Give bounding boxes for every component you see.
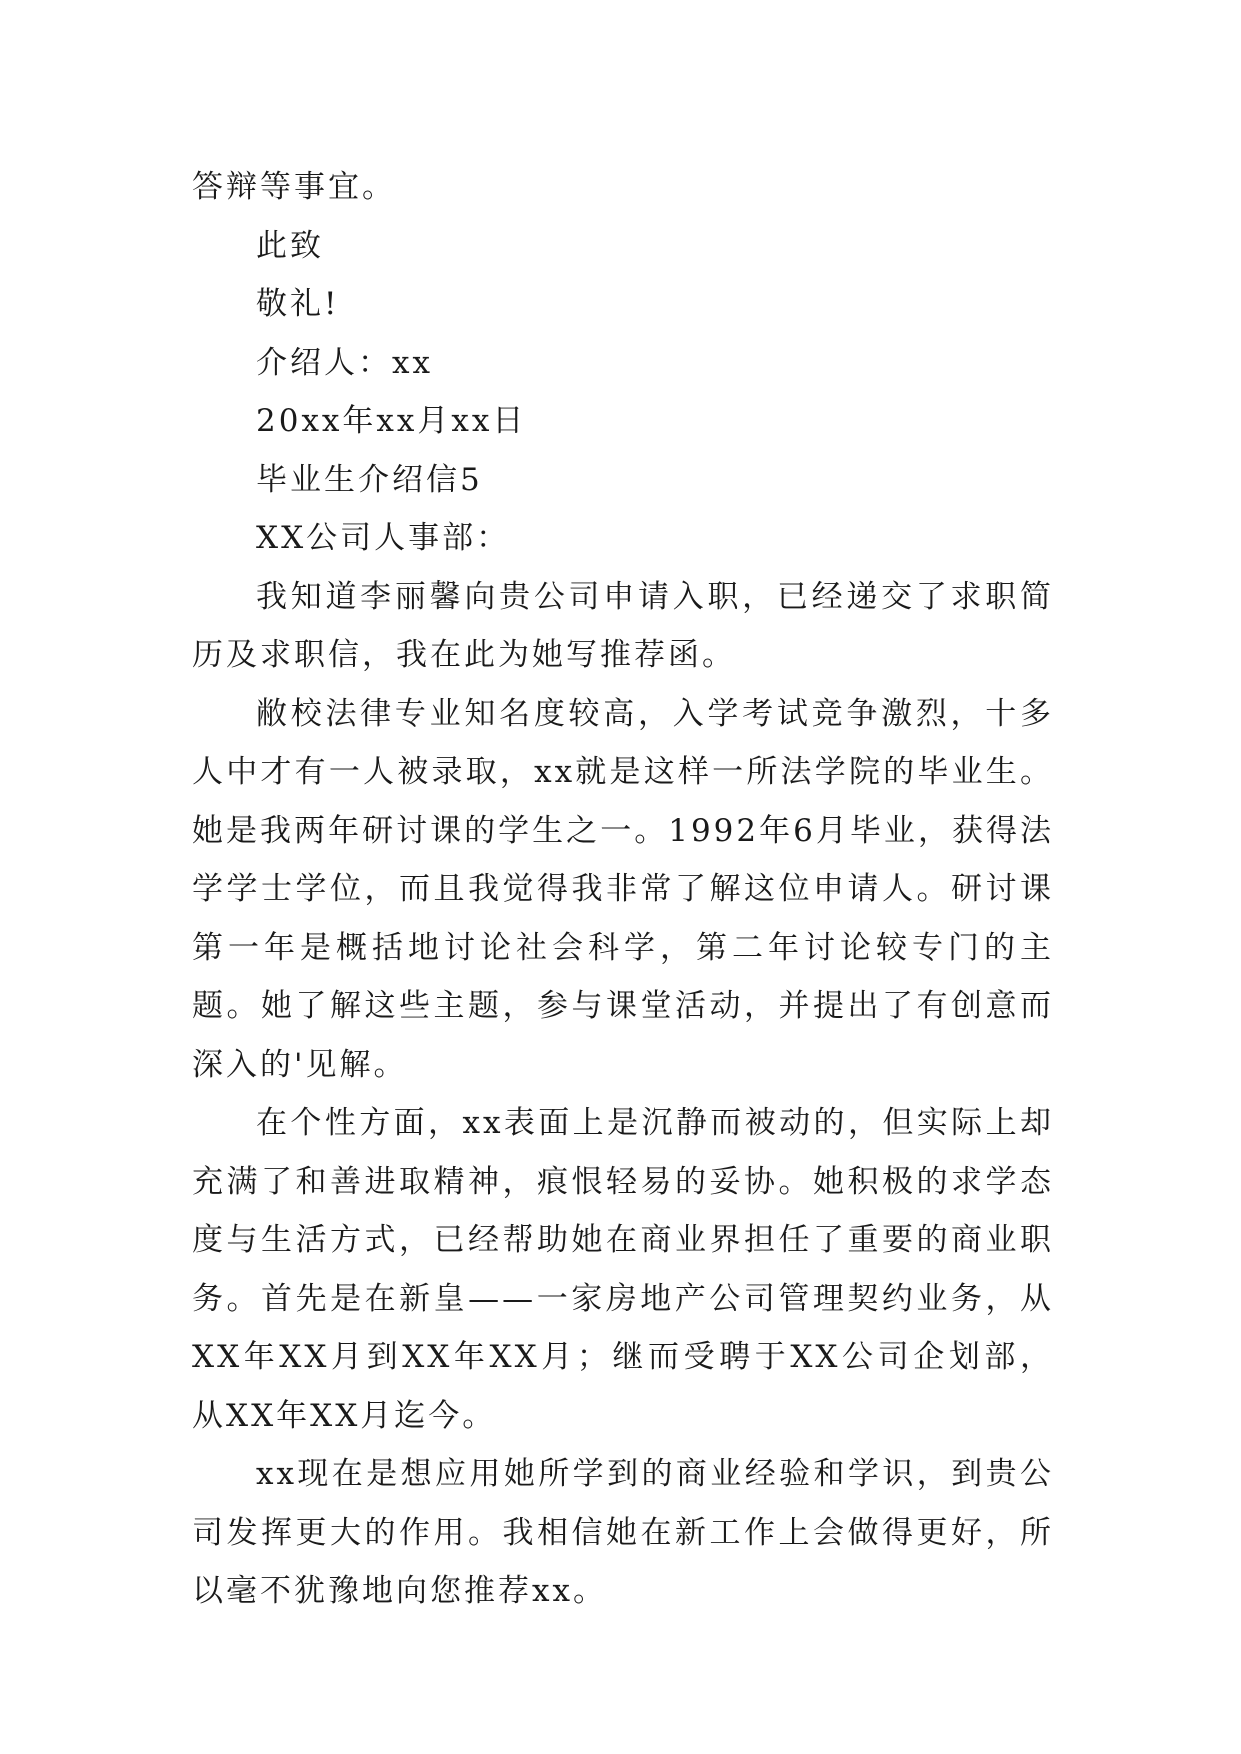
date-line: 20xx年xx月xx日 [256, 403, 527, 439]
introducer-line: 介绍人：xx [256, 344, 433, 381]
body-paragraph: 我知道李丽馨向贵公司申请入职，已经递交了求职简历及求职信，我在此为她写推荐函。 [192, 578, 1054, 673]
closing-text: 答辩等事宜。 [192, 169, 396, 205]
letter-body [192, 158, 1054, 1621]
body-paragraph: 在个性方面，xx表面上是沉静而被动的，但实际上却充满了和善进取精神，痕恨轻易的妥协。她积极的求学态度与生活方式，已经帮助她在商业界担任了重要的商业职务。首先是在新皇——一家房地产公司管理契约业务，从XX年XX月到XX年XX月；继而受聘于XX公司企划部，从XX年XX月迄今。 [192, 1105, 1054, 1434]
recipient-line: XX公司人事部： [256, 520, 511, 556]
body-paragraph: xx现在是想应用她所学到的商业经验和学识，到贵公司发挥更大的作用。我相信她在新工作上会做得更好，所以毫不犹豫地向您推荐xx。 [192, 1456, 1054, 1609]
salutation-line: 此致 [256, 227, 324, 264]
regards-line: 敬礼! [256, 286, 340, 322]
letter-title: 毕业生介绍信5 [256, 461, 483, 498]
body-paragraph: 敝校法律专业知名度较高，入学考试竞争激烈，十多人中才有一人被录取，xx就是这样一所法学院的毕业生。她是我两年研讨课的学生之一。1992年6月毕业，获得法学学士学位，而且我觉得我非常了解这位申请人。研讨课第一年是概括地讨论社会科学，第二年讨论较专门的主题。她了解这些主题，参与课堂活动，并提出了有创意而深入的'见解。 [192, 695, 1054, 1083]
